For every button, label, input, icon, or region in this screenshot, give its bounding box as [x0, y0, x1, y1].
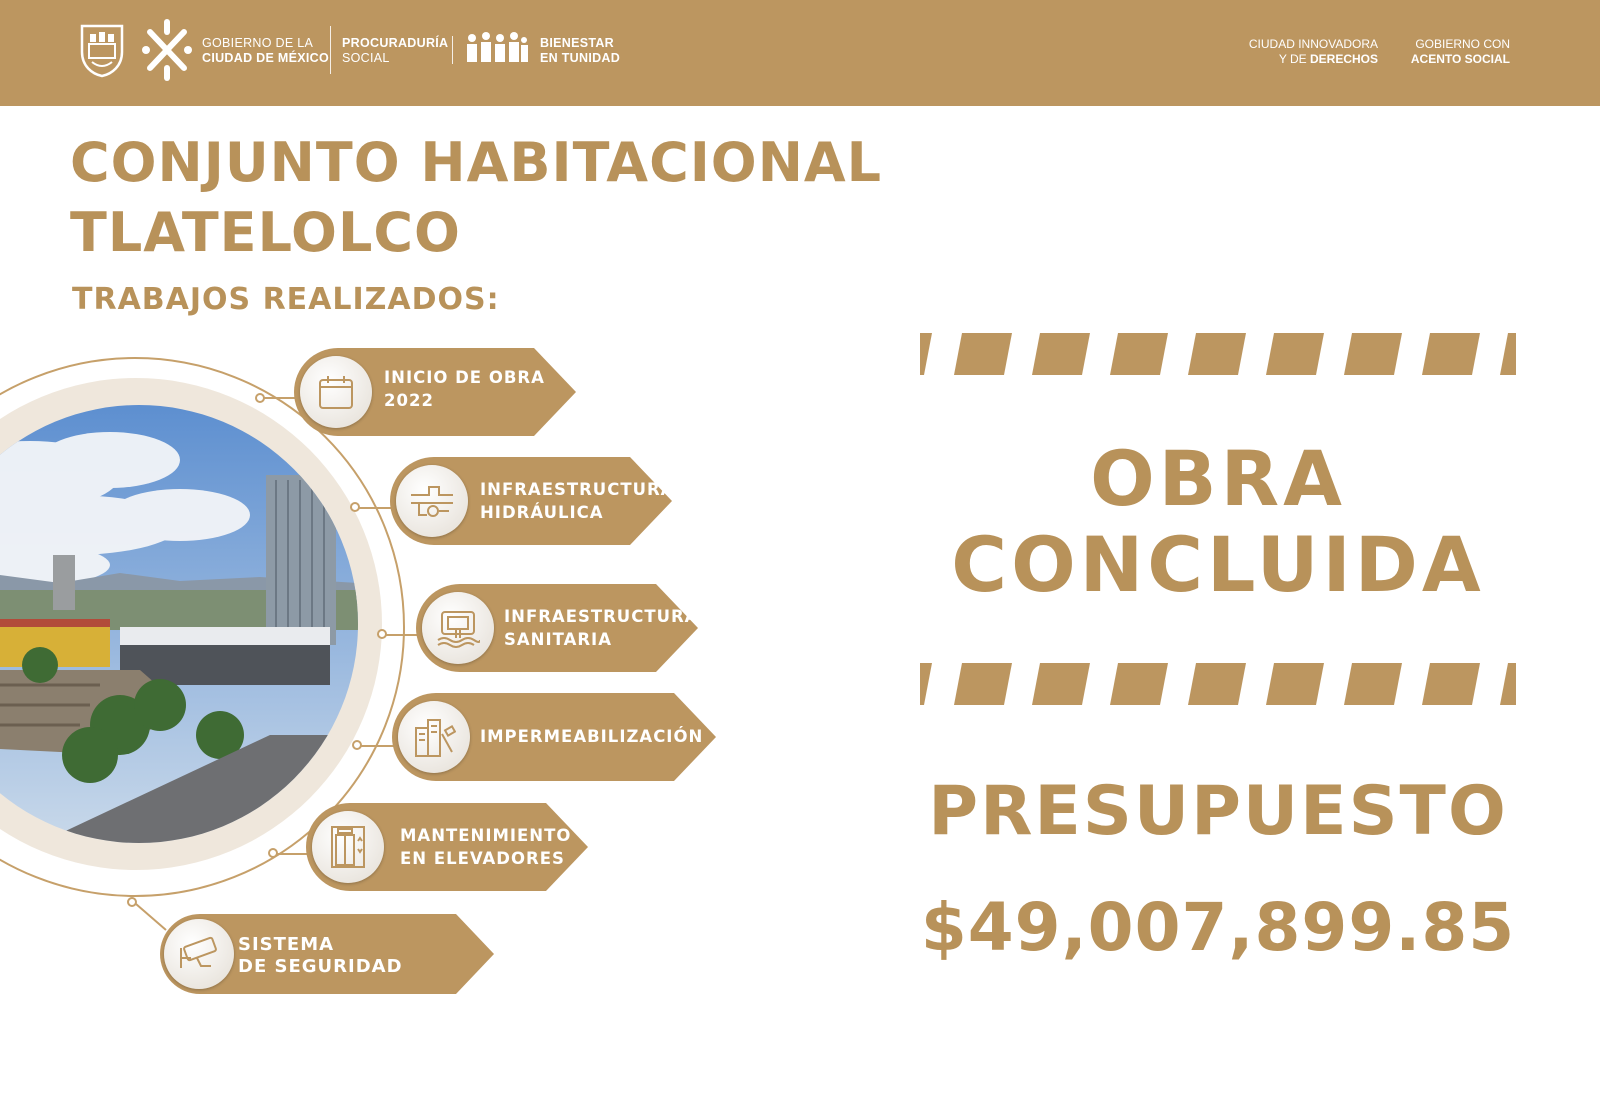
section-subtitle: TRABAJOS REALIZADOS:: [72, 282, 500, 317]
item-connector: [358, 507, 394, 509]
work-item-hidraulica: [390, 457, 674, 543]
gov-line2: CIUDAD DE MÉXICO: [202, 51, 330, 65]
item-label-line2: 2022: [384, 391, 434, 410]
item-label: [238, 934, 403, 978]
item-label-line2: DE SEGURIDAD: [238, 956, 403, 977]
item-label-line1: SISTEMA: [238, 934, 335, 955]
budget-label: PRESUPUESTO: [928, 772, 1508, 851]
ring-dot: [352, 740, 362, 750]
status-line2: CONCLUIDA: [951, 520, 1485, 609]
item-label-line2: HIDRÁULICA: [480, 503, 604, 522]
right2-line1: GOBIERNO CON: [1415, 37, 1510, 51]
right1-line2a: Y DE: [1278, 52, 1310, 66]
work-item-seguridad: [160, 914, 496, 1000]
calendar-icon: [300, 356, 372, 428]
budget-value: $49,007,899.85: [920, 889, 1516, 966]
item-label-line2: SANITARIA: [504, 630, 612, 649]
caution-stripes-bottom: [920, 663, 1516, 705]
header-separator: [330, 26, 331, 74]
drain-icon: [422, 592, 494, 664]
bien-line1: BIENESTAR: [540, 36, 615, 50]
gov-line1: GOBIERNO DE LA: [202, 36, 314, 50]
page-title: [70, 128, 882, 268]
item-label-line1: INICIO DE OBRA: [384, 368, 545, 387]
ring-dot: [127, 897, 137, 907]
item-label: [400, 824, 571, 870]
ciudad-innovadora-text: [1210, 37, 1378, 67]
security-camera-icon: [164, 919, 234, 989]
header-bar: [0, 0, 1600, 106]
bien-line2: EN TUNIDAD: [540, 51, 621, 65]
status-line1: OBRA: [1090, 434, 1346, 523]
bienestar-people-icon: [464, 30, 530, 66]
bienestar-text: [540, 36, 620, 66]
item-label: [480, 478, 674, 524]
proc-line2: SOCIAL: [342, 51, 390, 65]
title-line1: CONJUNTO HABITACIONAL: [70, 131, 883, 194]
right2-line2: ACENTO SOCIAL: [1410, 52, 1510, 66]
item-label: [504, 605, 698, 651]
work-item-elevadores: [306, 803, 590, 889]
work-item-inicio-obra: [294, 348, 578, 434]
caution-stripes-top: [920, 333, 1516, 375]
ring-dot: [377, 629, 387, 639]
item-label-line1: INFRAESTRUCTURA: [504, 607, 699, 626]
item-label: [384, 366, 545, 412]
status-text: [920, 436, 1516, 608]
item-label-line1: MANTENIMIENTO: [400, 826, 572, 845]
gov-cdmx-text: [202, 36, 329, 66]
procuraduria-text: [342, 36, 448, 66]
elevator-icon: [312, 811, 384, 883]
work-item-sanitaria: [416, 584, 700, 670]
item-connector: [360, 745, 396, 747]
proc-line1: PROCURADURÍA: [342, 36, 449, 50]
work-item-impermeabilizacion: [392, 693, 718, 779]
cdmx-logo-icon: [140, 18, 194, 82]
acento-social-text: [1390, 37, 1510, 67]
item-label-line1: INFRAESTRUCTURA: [480, 480, 675, 499]
item-label-line2: EN ELEVADORES: [400, 849, 565, 868]
paint-roller-icon: [398, 701, 470, 773]
item-connector: [262, 397, 298, 399]
right1-line1: CIUDAD INNOVADORA: [1248, 37, 1378, 51]
item-label: [480, 725, 703, 748]
header-separator: [452, 36, 453, 64]
title-line2: TLATELOLCO: [70, 201, 461, 264]
coat-of-arms-icon: [78, 22, 126, 78]
ring-dot: [268, 848, 278, 858]
pipes-icon: [396, 465, 468, 537]
right1-line2b: DERECHOS: [1309, 52, 1378, 66]
ring-dot: [255, 393, 265, 403]
item-label-line1: IMPERMEABILIZACIÓN: [480, 727, 704, 746]
ring-dot: [350, 502, 360, 512]
